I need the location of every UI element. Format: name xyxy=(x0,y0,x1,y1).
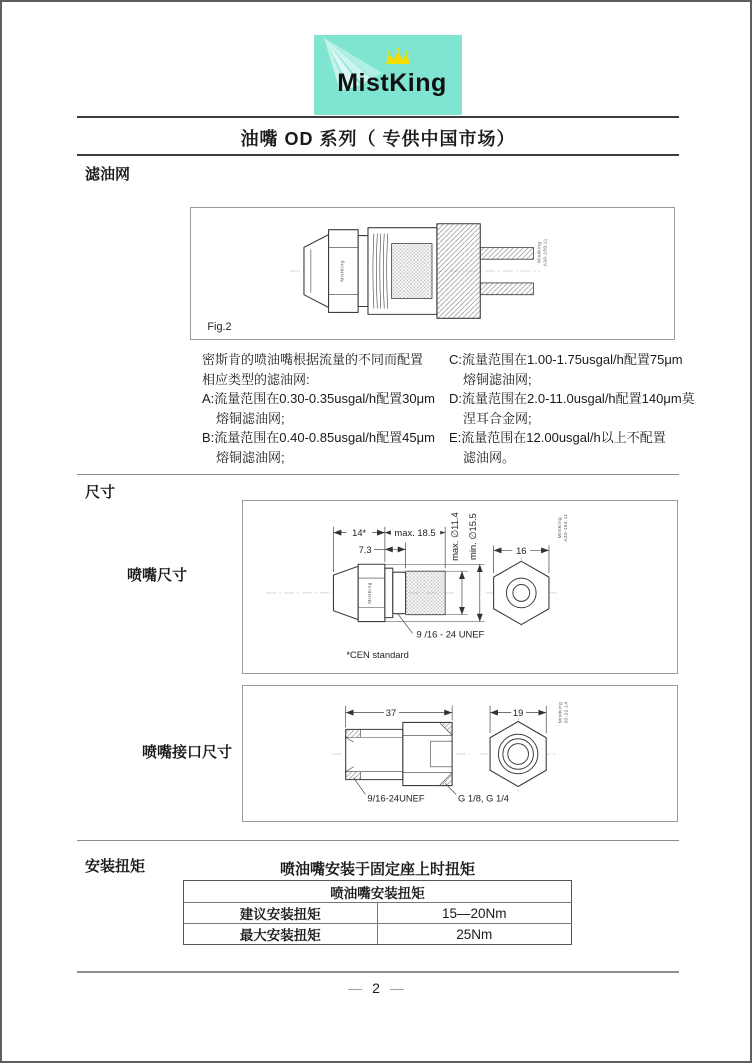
section-heading-filter: 滤油网 xyxy=(85,166,131,183)
filter-item-b-cont: 熔铜滤油网; xyxy=(216,449,285,465)
divider-rule xyxy=(77,474,679,475)
nozzle-front-view-shapes xyxy=(486,555,557,630)
filter-item-c: C:流量范围在1.00-1.75usgal/h配置75μm xyxy=(449,352,683,367)
title-rule-bottom xyxy=(77,154,679,156)
table-row xyxy=(184,923,571,944)
divider-rule xyxy=(77,840,679,841)
figure-filter-cross-section xyxy=(190,207,675,340)
page-title: 油嘴 OD 系列（ 专供中国市场） xyxy=(240,129,516,149)
footer-dash: — xyxy=(348,980,363,996)
adaptor-thread-spec-label: 9/16-24UNEF xyxy=(367,793,425,804)
dim-37: 37 xyxy=(385,708,397,719)
filter-item-e-cont: 滤油网。 xyxy=(463,449,516,465)
filter-cross-section-drawing xyxy=(191,208,674,339)
crown-icon xyxy=(386,48,410,64)
dim-7-3: 7.3 xyxy=(358,543,372,555)
footer-dash: — xyxy=(389,980,404,996)
title-rule-top xyxy=(77,116,679,118)
section-heading-dimensions: 尺寸 xyxy=(85,484,116,501)
figure-ref-brand: MistKing xyxy=(537,241,543,263)
hex-brand-mark: MistKing xyxy=(368,582,374,604)
filter-item-b: B:流量范围在0.40-0.85usgal/h配置45μm xyxy=(202,430,435,445)
row-label: 最大安装扭矩 xyxy=(184,924,378,944)
figure-label: Fig.2 xyxy=(207,321,232,334)
hex-brand-mark: MistKing xyxy=(340,260,346,282)
adaptor-dimensions-label: 喷嘴接口尺寸 xyxy=(142,744,233,761)
dim-16: 16 xyxy=(516,544,527,556)
filter-item-a-cont: 熔铜滤油网; xyxy=(216,410,285,426)
torque-table xyxy=(183,880,572,945)
adaptor-dimension-drawing xyxy=(243,686,677,821)
filter-text-right-column xyxy=(449,350,701,467)
filter-item-c-cont: 熔铜滤油网; xyxy=(463,371,532,387)
cen-standard-note: *CEN standard xyxy=(346,649,409,661)
page-footer xyxy=(2,980,750,996)
dim-14: 14* xyxy=(352,527,367,539)
logo-text: MistKing xyxy=(337,69,447,97)
figure-ref-brand: MistKing xyxy=(557,517,563,539)
adaptor-side-view-shapes xyxy=(346,722,452,785)
figure-ref-brand: MistKing xyxy=(558,702,564,724)
torque-table-title: 喷油嘴安装于固定座上时扭矩 xyxy=(279,861,475,878)
adaptor-front-view-shapes xyxy=(480,716,557,793)
row-value: 25Nm xyxy=(456,926,493,942)
mistking-logo xyxy=(314,35,462,115)
nozzle-side-view-shapes xyxy=(333,564,445,621)
table-header: 喷油嘴安装扭矩 xyxy=(330,885,425,901)
dim-max-dia-11-4: max. ∅11.4 xyxy=(449,512,461,561)
nozzle-dimensions-label: 喷嘴尺寸 xyxy=(127,567,188,584)
filter-text-left-column xyxy=(202,350,454,467)
filter-item-a: A:流量范围在0.30-0.35usgal/h配置30μm xyxy=(202,391,435,406)
filter-intro-line: 密斯肯的喷油嘴根据流量的不同而配置 xyxy=(202,352,424,367)
dim-19: 19 xyxy=(512,708,524,719)
row-label: 建议安装扭矩 xyxy=(184,903,378,923)
figure-ref-code: 30-22.14 xyxy=(564,701,570,724)
filter-item-e: E:流量范围在12.00usgal/h以上不配置 xyxy=(449,430,666,445)
row-value: 15—20Nm xyxy=(441,905,507,921)
dim-min-dia-15-5: min. ∅15.5 xyxy=(466,513,478,560)
thread-spec-label: 9 /16 - 24 UNEF xyxy=(416,628,485,640)
dim-max-18-5: max. 18.5 xyxy=(394,527,436,539)
filter-item-d: D:流量范围在2.0-11.0usgal/h配置140μm莫 xyxy=(449,391,695,406)
page-number: 2 xyxy=(372,980,380,996)
adaptor-port-spec-label: G 1/8, G 1/4 xyxy=(458,793,510,804)
figure-ref-code: A30-159.11 xyxy=(543,238,549,267)
footer-rule xyxy=(77,971,679,973)
figure-nozzle-dimensions xyxy=(242,500,678,674)
table-header-row xyxy=(184,881,571,902)
filter-intro-line: 相应类型的滤油网: xyxy=(202,371,310,387)
figure-ref-code: A30-164.11 xyxy=(563,513,569,542)
table-row xyxy=(184,902,571,923)
section-heading-torque: 安装扭矩 xyxy=(85,858,146,875)
filter-item-d-cont: 涅耳合金网; xyxy=(463,410,532,426)
figure-adaptor-dimensions xyxy=(242,685,678,822)
nozzle-dimension-drawing xyxy=(243,501,677,673)
